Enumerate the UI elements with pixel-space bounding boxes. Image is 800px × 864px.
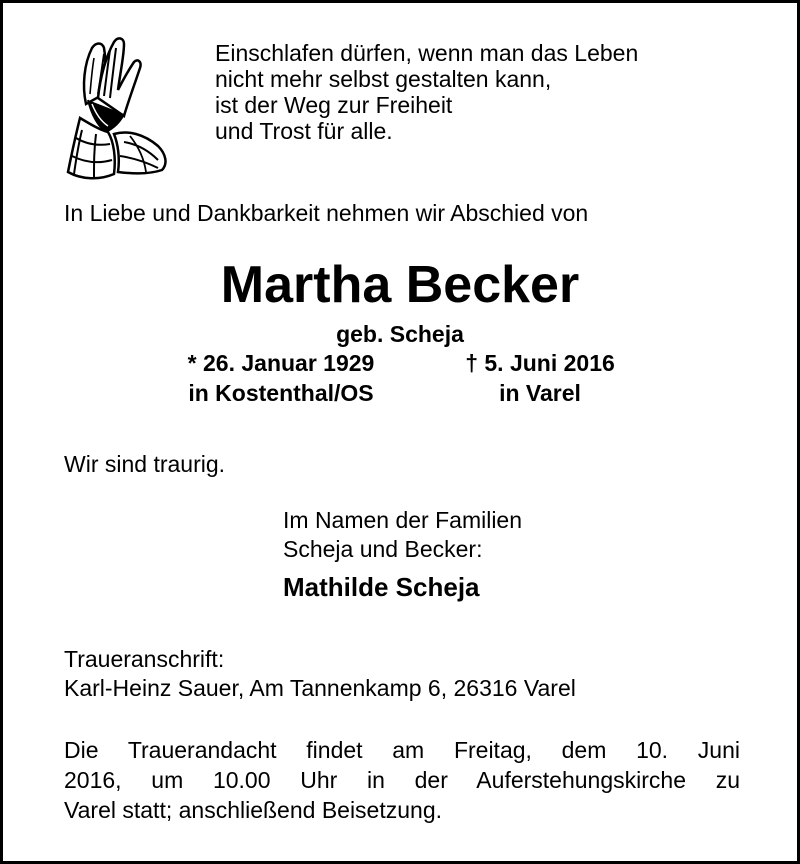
birth-date: * 26. Januar 1929 bbox=[187, 350, 375, 376]
death-info bbox=[440, 348, 640, 408]
deceased-name: Martha Becker bbox=[220, 256, 580, 314]
maiden-name: geb. Scheja bbox=[336, 321, 464, 347]
quote-line: Einschlafen dürfen, wenn man das Leben bbox=[215, 40, 639, 66]
farewell-intro: In Liebe und Dankbarkeit nehmen wir Abschied von bbox=[64, 200, 589, 226]
service-line: Die Trauerandacht findet am Freitag, dem 10. Juni bbox=[64, 737, 740, 763]
service-line: 2016, um 10.00 Uhr in der Auferstehungskirche zu bbox=[64, 767, 740, 793]
birth-info bbox=[165, 348, 397, 408]
signer-name: Mathilde Scheja bbox=[283, 572, 480, 602]
family-line: Scheja und Becker: bbox=[283, 536, 483, 562]
quote-line: ist der Weg zur Freiheit bbox=[215, 92, 453, 118]
quote-line: und Trost für alle. bbox=[215, 118, 393, 144]
service-info bbox=[64, 735, 740, 825]
death-place: in Varel bbox=[499, 380, 581, 406]
death-date: † 5. Juni 2016 bbox=[465, 350, 615, 376]
service-line: Varel statt; anschließend Beisetzung. bbox=[64, 797, 443, 823]
family-line: Im Namen der Familien bbox=[283, 507, 523, 533]
address-value: Karl-Heinz Sauer, Am Tannenkamp 6, 26316 Varel bbox=[64, 675, 576, 701]
address-label: Traueranschrift: bbox=[64, 646, 225, 672]
praying-hands-icon bbox=[58, 34, 170, 182]
quote bbox=[215, 40, 638, 144]
mourning-address bbox=[64, 645, 576, 703]
sad-note: Wir sind traurig. bbox=[64, 451, 226, 477]
quote-line: nicht mehr selbst gestalten kann, bbox=[215, 66, 552, 92]
birth-place: in Kostenthal/OS bbox=[188, 380, 374, 406]
family-block bbox=[283, 506, 522, 564]
